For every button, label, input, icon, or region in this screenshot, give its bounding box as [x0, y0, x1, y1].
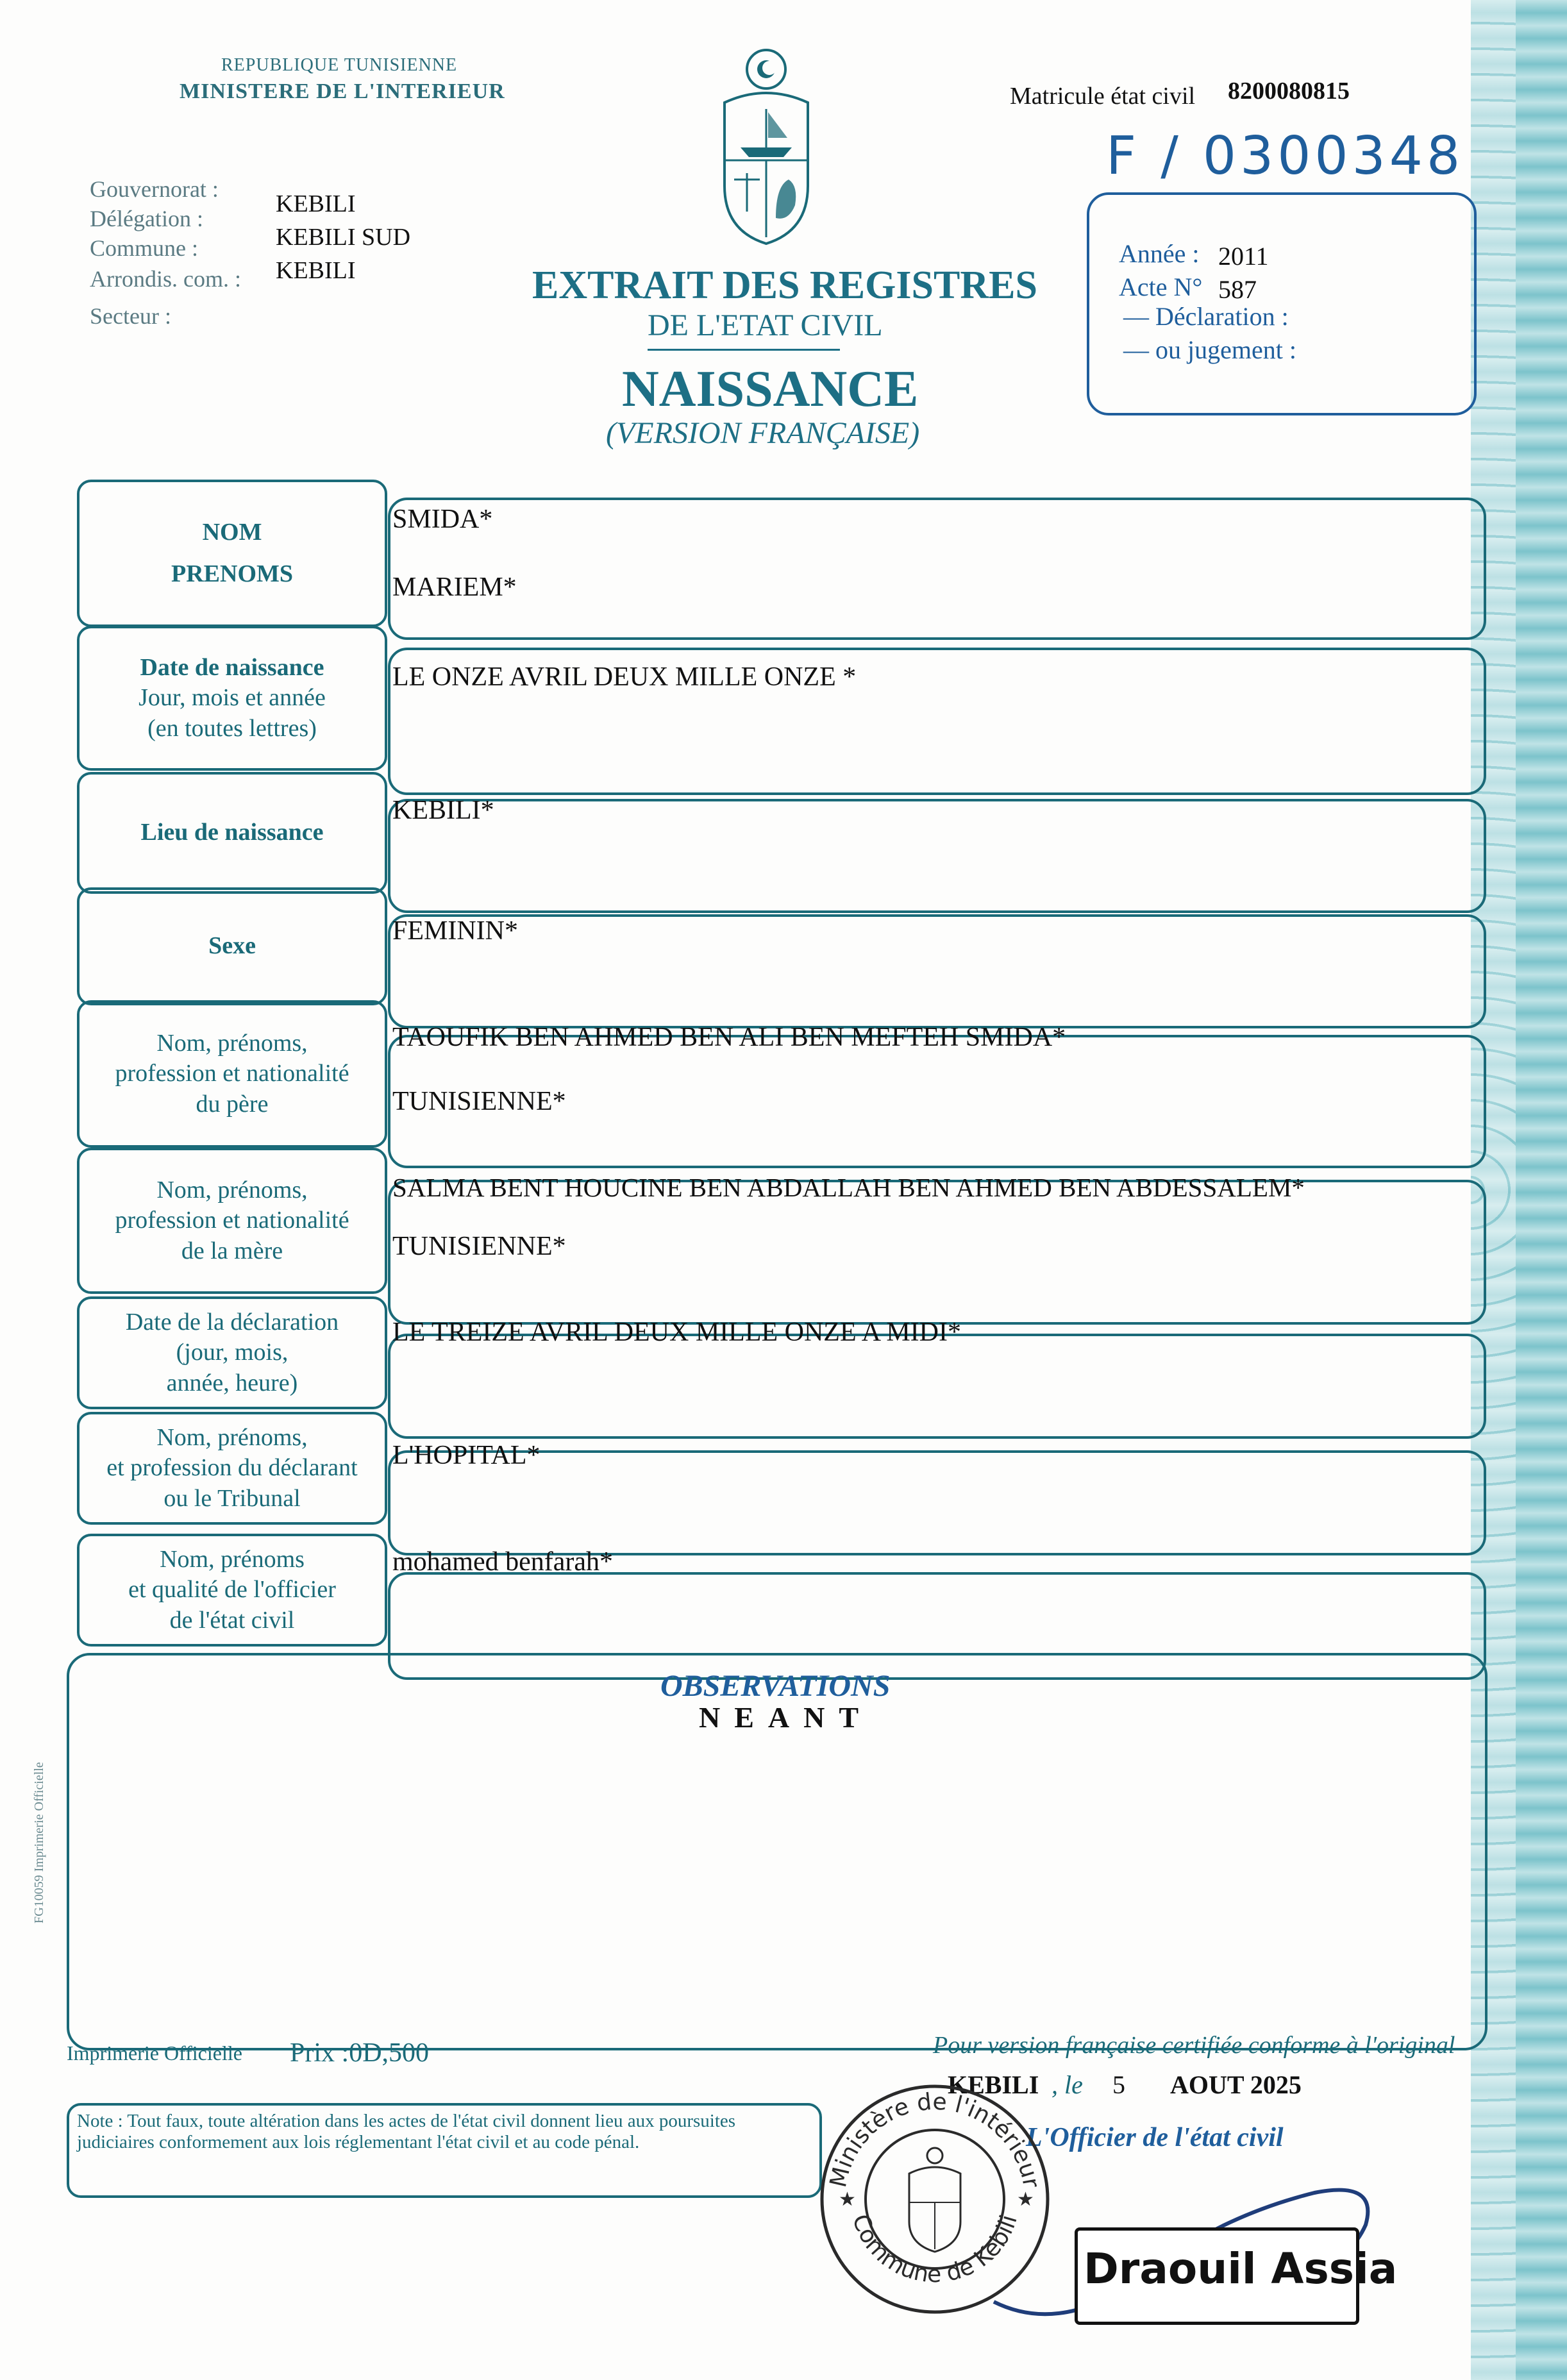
- date-label-line2: Jour, mois et année: [138, 684, 326, 712]
- svg-text:★: ★: [1017, 2189, 1034, 2210]
- date-naissance-value: LE ONZE AVRIL DEUX MILLE ONZE *: [392, 662, 857, 692]
- prenoms-label: PRENOMS: [171, 560, 293, 587]
- nom-prenoms-label: [77, 480, 387, 627]
- decl-label-line3: année, heure): [166, 1369, 298, 1396]
- officer-title: L'Officier de l'état civil: [1026, 2123, 1284, 2152]
- officier-label-line3: de l'état civil: [169, 1606, 295, 1634]
- lieu-naissance-field: [388, 799, 1486, 913]
- republic-header: REPUBLIQUE TUNISIENNE: [221, 55, 458, 75]
- declarant-label-line2: et profession du déclarant: [106, 1454, 358, 1482]
- matricule-value: 8200080815: [1228, 78, 1350, 105]
- annee-label: Année :: [1119, 239, 1200, 268]
- pere-label: [77, 1000, 387, 1148]
- observations-value: NEANT: [699, 1701, 873, 1734]
- imprimerie-label: Imprimerie Officielle: [67, 2041, 242, 2065]
- matricule-label: Matricule état civil: [1010, 83, 1196, 110]
- mere-nationalite: TUNISIENNE*: [392, 1232, 566, 1261]
- title-divider: [648, 349, 840, 351]
- date-naissance-label: [77, 626, 387, 771]
- declaration-date-label: [77, 1296, 387, 1409]
- mere-label-line2: profession et nationalité: [115, 1207, 349, 1234]
- acte-value: 587: [1218, 275, 1257, 304]
- lieu-naissance-label: [77, 772, 387, 894]
- commune-value: KEBILI: [276, 257, 356, 284]
- acte-label: Acte N°: [1119, 272, 1203, 301]
- mere-label-line3: de la mère: [181, 1237, 283, 1264]
- signature-month-year: AOUT 2025: [1170, 2070, 1302, 2099]
- delegation-value: KEBILI SUD: [276, 224, 411, 251]
- prenoms-value: MARIEM*: [392, 573, 517, 602]
- prix: [290, 2038, 429, 2068]
- mere-label: [77, 1148, 387, 1294]
- officier-value: mohamed benfarah*: [392, 1547, 614, 1577]
- document-type: NAISSANCE: [622, 361, 919, 417]
- document-title: EXTRAIT DES REGISTRES: [532, 264, 1037, 307]
- jugement-label: — ou jugement :: [1123, 335, 1296, 364]
- gouvernorat-value: KEBILI: [276, 190, 356, 217]
- certified-note: Pour version française certifiée conforme à l'original: [933, 2032, 1455, 2059]
- document-version: (VERSION FRANÇAISE): [606, 416, 920, 450]
- prix-value: 0D,500: [349, 2038, 430, 2068]
- sexe-label-text: Sexe: [208, 932, 256, 960]
- decl-label-line1: Date de la déclaration: [125, 1308, 339, 1336]
- observations-title: OBSERVATIONS: [660, 1669, 891, 1703]
- side-imprint: FG10059 Imprimerie Officielle: [32, 1762, 46, 1923]
- stamp-top-text: Ministère de l'intérieur: [825, 2088, 1044, 2190]
- ministry-header: MINISTERE DE L'INTERIEUR: [180, 80, 505, 103]
- pere-label-line1: Nom, prénoms,: [156, 1029, 308, 1057]
- sexe-field: [388, 914, 1486, 1028]
- pere-nationalite: TUNISIENNE*: [392, 1087, 566, 1116]
- date-le: , le: [1052, 2070, 1083, 2099]
- decl-label-line2: (jour, mois,: [176, 1339, 289, 1366]
- officier-label-line2: et qualité de l'officier: [128, 1576, 336, 1604]
- delegation-label: Délégation :: [90, 206, 203, 231]
- annee-value: 2011: [1218, 242, 1269, 271]
- pere-label-line3: du père: [196, 1090, 269, 1118]
- svg-text:★: ★: [839, 2189, 856, 2210]
- commune-label: Commune :: [90, 235, 198, 261]
- pere-label-line2: profession et nationalité: [115, 1060, 349, 1087]
- declaration-date-field: [388, 1334, 1486, 1439]
- lieu-label-text: Lieu de naissance: [140, 819, 324, 846]
- lieu-naissance-value: KEBILI*: [392, 796, 494, 825]
- pere-value: TAOUFIK BEN AHMED BEN ALI BEN MEFTEH SMIDA*: [392, 1023, 1066, 1052]
- nom-value: SMIDA*: [392, 505, 493, 534]
- coat-of-arms-icon: [712, 45, 821, 250]
- declarant-label: [77, 1412, 387, 1525]
- mere-label-line1: Nom, prénoms,: [156, 1176, 308, 1203]
- nom-prenoms-field: [388, 498, 1486, 640]
- officier-label: [77, 1534, 387, 1647]
- signature-name: Draouil Assia: [1084, 2244, 1398, 2293]
- serial-number: F / 0300348: [1106, 126, 1464, 187]
- gouvernorat-label: Gouvernorat :: [90, 176, 219, 202]
- declarant-value: L'HOPITAL*: [392, 1441, 540, 1470]
- signature-place: KEBILI: [948, 2070, 1039, 2099]
- nom-label: NOM: [202, 518, 262, 546]
- officier-label-line1: Nom, prénoms: [160, 1545, 305, 1573]
- sexe-value: FEMININ*: [392, 916, 518, 946]
- document-subtitle: DE L'ETAT CIVIL: [648, 308, 883, 342]
- arrondis-label: Arrondis. com. :: [90, 266, 241, 292]
- date-label-line3: (en toutes lettres): [147, 714, 317, 742]
- sexe-label: [77, 887, 387, 1005]
- declaration-label: — Déclaration :: [1123, 302, 1289, 331]
- declarant-label-line1: Nom, prénoms,: [156, 1423, 308, 1451]
- prix-label: Prix :: [290, 2038, 349, 2068]
- secteur-label: Secteur :: [90, 303, 171, 329]
- declarant-field: [388, 1450, 1486, 1555]
- declarant-label-line3: ou le Tribunal: [163, 1484, 301, 1512]
- mere-value: SALMA BENT HOUCINE BEN ABDALLAH BEN AHMED BEN ABDESSALEM*: [392, 1173, 1305, 1202]
- date-label-line1: Date de naissance: [140, 653, 324, 681]
- declaration-date-value: LE TREIZE AVRIL DEUX MILLE ONZE A MIDI*: [392, 1318, 961, 1347]
- stamp-bottom-text: Commune de Kebili: [846, 2211, 1023, 2288]
- signature-day: 5: [1112, 2070, 1125, 2099]
- note-text: Note : Tout faux, toute altération dans les actes de l'état civil donnent lieu aux poursuites judiciaires conformement aux lois réglementant l'état civil et au code pénal.: [77, 2111, 736, 2153]
